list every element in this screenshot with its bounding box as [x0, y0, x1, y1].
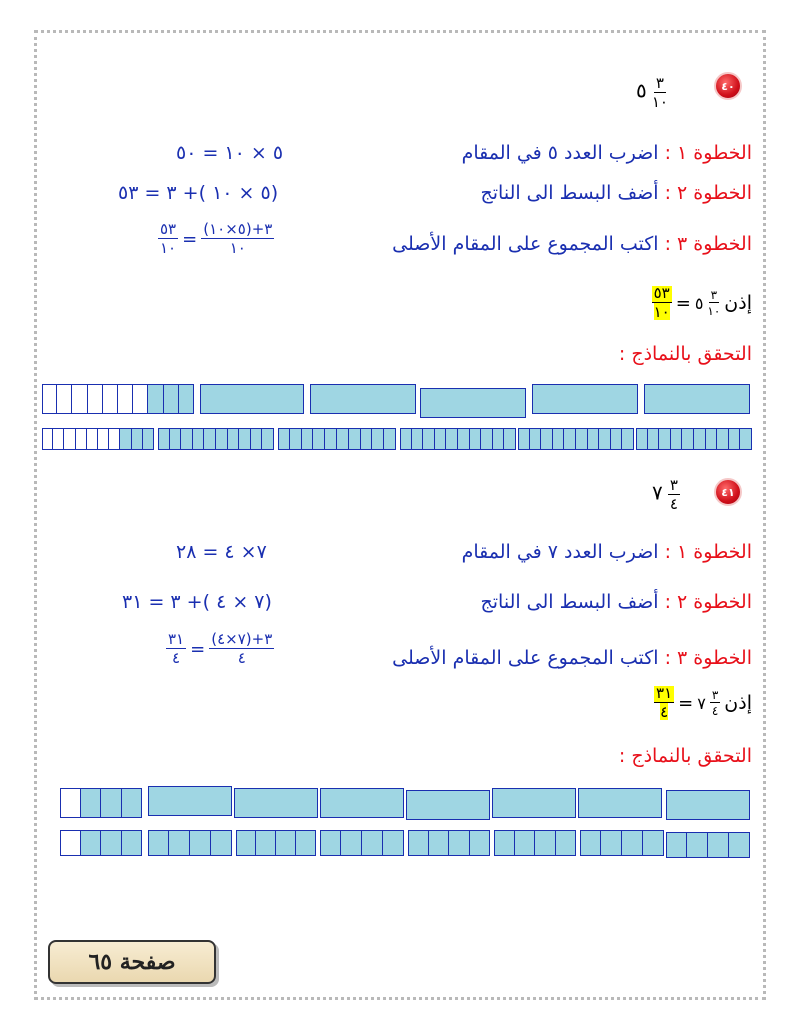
conclusion: إذن $\frac{٣١}{٤}$ = ٧ $\frac{٣}{٤}$ [656, 684, 752, 721]
model-filled-cell [740, 428, 752, 450]
model-quarters-bar [494, 830, 576, 856]
model-filled-cell [541, 428, 553, 450]
model-filled-cell [481, 428, 493, 450]
model-filled-cell [493, 428, 505, 450]
model-filled-cell [611, 428, 623, 450]
model-filled-cell [122, 830, 143, 856]
model-filled-cell [449, 830, 470, 856]
model-filled-cell [143, 428, 154, 450]
model-empty-cell [103, 384, 118, 414]
step-text: اضرب العدد ٧ في المقام [461, 541, 659, 563]
model-tenths-bar [518, 428, 634, 450]
mixed-number [636, 76, 668, 110]
model-filled-cell [81, 788, 102, 818]
model-whole-bar [532, 384, 638, 414]
model-empty-cell [53, 428, 64, 450]
model-empty-cell [109, 428, 120, 450]
model-filled-cell [423, 428, 435, 450]
step-2-expression: (٥ × ١٠ )+ ٣ = ٥٣ [118, 182, 279, 204]
model-filled-cell [682, 428, 694, 450]
step-label: الخطوة ٢ : [664, 591, 752, 613]
model-empty-cell [98, 428, 109, 450]
step-1-expression: ٧× ٤ = ٢٨ [176, 541, 267, 563]
model-filled-cell [361, 428, 373, 450]
model-filled-cell [341, 830, 362, 856]
model-filled-cell [170, 428, 182, 450]
conclusion-word: إذن [724, 292, 752, 314]
model-whole-bar [420, 388, 526, 418]
model-quarters-bar [236, 830, 316, 856]
model-quarters-bar [580, 830, 664, 856]
result-fraction: $\frac{٥٣}{١٠}$ [653, 284, 670, 321]
model-tenths-bar [636, 428, 752, 450]
model-filled-cell [694, 428, 706, 450]
model-filled-cell [158, 428, 170, 450]
model-filled-cell [515, 830, 536, 856]
model-filled-cell [101, 830, 122, 856]
mixed-fraction: $\frac{٣}{٤}$ [669, 476, 678, 513]
model-filled-cell [687, 832, 708, 858]
model-quarters-bar [408, 830, 490, 856]
model-filled-cell [181, 428, 193, 450]
model-filled-cell [636, 428, 648, 450]
step-3 [392, 646, 752, 670]
step-text: أضف البسط الى الناتج [480, 182, 659, 204]
model-empty-cell [118, 384, 133, 414]
model-filled-cell [325, 428, 337, 450]
model-empty-cell [42, 384, 57, 414]
model-whole-bar [148, 786, 232, 816]
model-filled-cell [729, 428, 741, 450]
model-filled-cell [169, 830, 190, 856]
model-whole-bar [406, 790, 490, 820]
model-filled-cell [408, 830, 429, 856]
model-filled-cell [239, 428, 251, 450]
model-tenths-bar [400, 428, 516, 450]
model-filled-cell [553, 428, 565, 450]
model-filled-cell [666, 832, 687, 858]
model-filled-cell [706, 428, 718, 450]
model-filled-cell [435, 428, 447, 450]
model-whole-bar [644, 384, 750, 414]
model-filled-cell [494, 830, 515, 856]
model-filled-cell [362, 830, 383, 856]
model-filled-cell [429, 830, 450, 856]
result-fraction: $\frac{٣١}{٤}$ [656, 684, 673, 721]
model-filled-cell [671, 428, 683, 450]
step-label: الخطوة ١ : [664, 541, 752, 563]
model-filled-cell [276, 830, 296, 856]
model-filled-cell [372, 428, 384, 450]
mixed-number [652, 478, 680, 512]
model-filled-cell [400, 428, 412, 450]
model-filled-cell [290, 428, 302, 450]
model-quarters-bar [666, 832, 750, 858]
model-filled-cell [122, 788, 143, 818]
model-filled-cell [81, 830, 102, 856]
model-filled-cell [313, 428, 325, 450]
conclusion: إذن $\frac{٥٣}{١٠}$ = ٥ $\frac{٣}{١٠}$ [653, 284, 752, 321]
model-filled-cell [204, 428, 216, 450]
model-filled-cell [708, 832, 729, 858]
model-empty-cell [133, 384, 148, 414]
model-filled-cell [193, 428, 205, 450]
model-filled-cell [278, 428, 290, 450]
model-empty-cell [64, 428, 75, 450]
step-2 [481, 590, 753, 614]
model-whole-bar [666, 790, 750, 820]
model-filled-cell [659, 428, 671, 450]
model-filled-cell [458, 428, 470, 450]
model-empty-cell [60, 830, 81, 856]
step-3 [392, 232, 752, 256]
problem-number-badge: ٤٠ [714, 72, 742, 100]
model-empty-cell [87, 428, 98, 450]
step-1 [462, 540, 752, 564]
model-filled-cell [384, 428, 396, 450]
model-filled-cell [717, 428, 729, 450]
model-empty-cell [72, 384, 87, 414]
model-filled-cell [412, 428, 424, 450]
model-filled-cell [576, 428, 588, 450]
model-whole-bar [492, 788, 576, 818]
model-filled-cell [580, 830, 601, 856]
page-number-badge: صفحة ٦٥ [48, 940, 216, 984]
model-filled-cell [148, 384, 163, 414]
step-3-expression: $\frac{٥٣}{١٠}$ = $\frac{(٥\times ١٠)+٣}{١٠}$ [160, 220, 273, 257]
model-filled-cell [302, 428, 314, 450]
step-text: اكتب المجموع على المقام الأصلى [392, 233, 659, 255]
step-2 [481, 181, 753, 205]
model-filled-cell [601, 830, 622, 856]
model-filled-cell [383, 830, 404, 856]
model-filled-cell [320, 830, 341, 856]
model-filled-cell [337, 428, 349, 450]
model-filled-cell [164, 384, 179, 414]
model-filled-cell [556, 830, 577, 856]
model-quarters-bar [148, 830, 232, 856]
check-label: التحقق بالنماذج : [618, 745, 752, 767]
mixed-fraction: $\frac{٣}{١٠}$ [651, 74, 668, 111]
step-3-expression: $\frac{٣١}{٤}$ = $\frac{(٧\times ٤)+٣}{٤}$ [168, 630, 273, 667]
mixed-whole: ٥ [636, 78, 647, 103]
model-filled-cell [504, 428, 516, 450]
model-partial-bar [60, 830, 142, 856]
conclusion-word: إذن [724, 692, 752, 714]
model-filled-cell [622, 428, 634, 450]
step-1-expression: ٥ × ١٠ = ٥٠ [176, 142, 284, 164]
model-whole-bar [320, 788, 404, 818]
model-filled-cell [211, 830, 232, 856]
model-filled-cell [256, 830, 276, 856]
mixed-whole: ٧ [652, 480, 663, 505]
model-empty-cell [57, 384, 72, 414]
model-filled-cell [648, 428, 660, 450]
model-empty-cell [60, 788, 81, 818]
model-whole-bar [200, 384, 304, 414]
model-filled-cell [228, 428, 240, 450]
model-partial-bar [42, 384, 194, 414]
model-empty-cell [88, 384, 103, 414]
model-filled-cell [349, 428, 361, 450]
model-filled-cell [535, 830, 556, 856]
model-filled-cell [622, 830, 643, 856]
model-filled-cell [470, 428, 482, 450]
model-filled-cell [729, 832, 750, 858]
model-filled-cell [643, 830, 664, 856]
model-filled-cell [446, 428, 458, 450]
model-whole-bar [578, 788, 662, 818]
model-tenths-bar [158, 428, 274, 450]
model-filled-cell [236, 830, 256, 856]
step-2-expression: (٧ × ٤ )+ ٣ = ٣١ [122, 591, 272, 613]
model-partial-bar [42, 428, 154, 450]
model-filled-cell [251, 428, 263, 450]
model-partial-bar [60, 788, 142, 818]
step-label: الخطوة ٣ : [664, 647, 752, 669]
step-text: أضف البسط الى الناتج [480, 591, 659, 613]
model-filled-cell [216, 428, 228, 450]
check-label: التحقق بالنماذج : [618, 343, 752, 365]
model-filled-cell [530, 428, 542, 450]
model-whole-bar [234, 788, 318, 818]
model-quarters-bar [320, 830, 404, 856]
model-filled-cell [470, 830, 491, 856]
model-filled-cell [120, 428, 131, 450]
model-filled-cell [518, 428, 530, 450]
model-whole-bar [310, 384, 416, 414]
step-label: الخطوة ١ : [664, 142, 752, 164]
step-text: اضرب العدد ٥ في المقام [461, 142, 659, 164]
step-label: الخطوة ٢ : [664, 182, 752, 204]
step-label: الخطوة ٣ : [664, 233, 752, 255]
model-filled-cell [599, 428, 611, 450]
model-filled-cell [101, 788, 122, 818]
step-text: اكتب المجموع على المقام الأصلى [392, 647, 659, 669]
model-tenths-bar [278, 428, 396, 450]
step-1 [462, 141, 752, 165]
model-filled-cell [148, 830, 169, 856]
model-filled-cell [179, 384, 194, 414]
model-filled-cell [296, 830, 316, 856]
model-filled-cell [588, 428, 600, 450]
problem-number-badge: ٤١ [714, 478, 742, 506]
model-empty-cell [76, 428, 87, 450]
model-filled-cell [262, 428, 274, 450]
model-empty-cell [42, 428, 53, 450]
model-filled-cell [132, 428, 143, 450]
model-filled-cell [190, 830, 211, 856]
model-filled-cell [564, 428, 576, 450]
